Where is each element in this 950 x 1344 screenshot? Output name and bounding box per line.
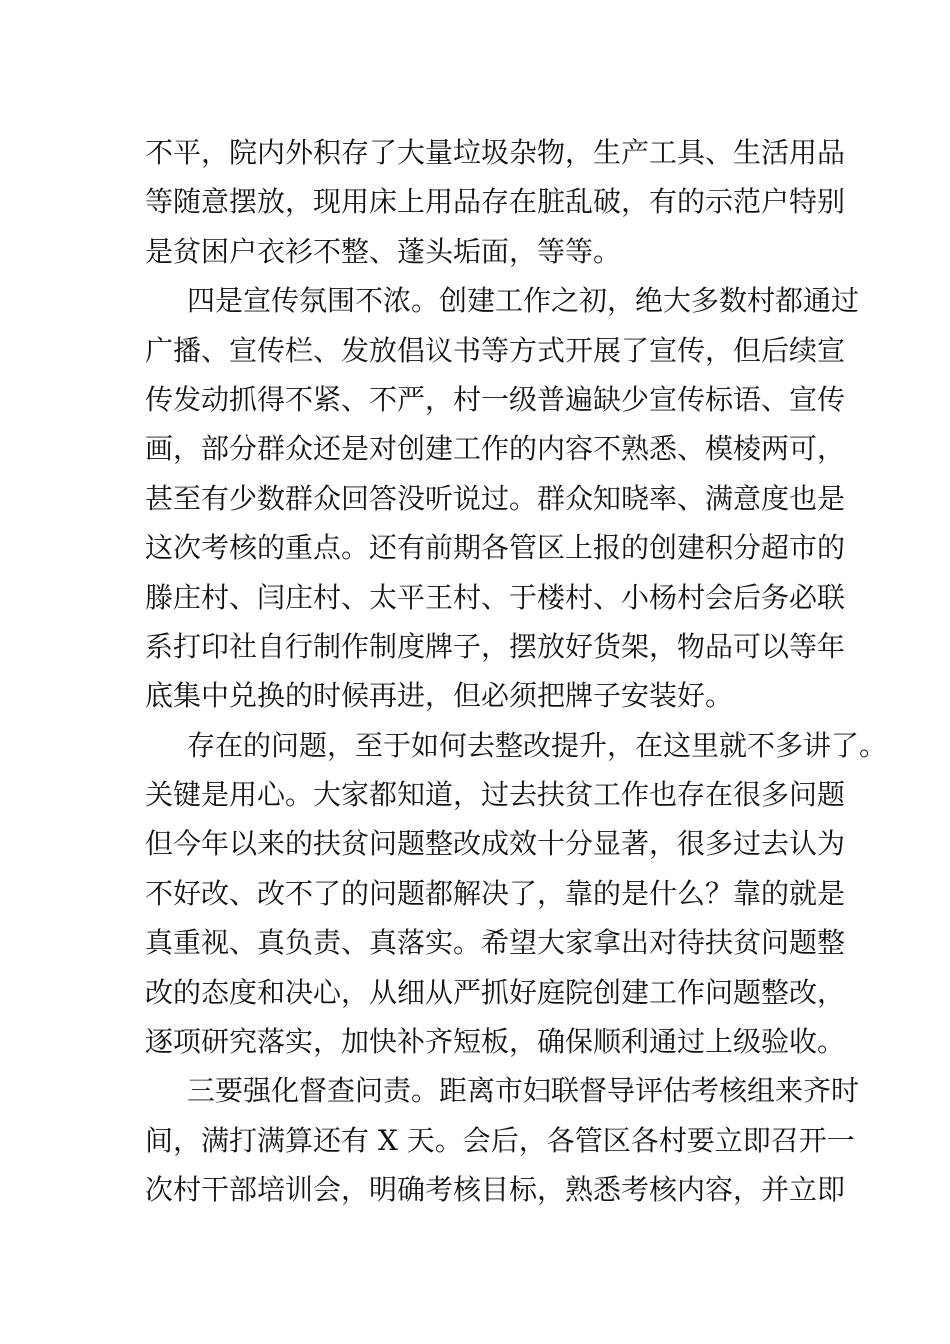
text-line: 逐项研究落实，加快补齐短板，确保顺利通过上级验收。 — [145, 1025, 846, 1059]
text-line: 画，部分群众还是对创建工作的内容不熟悉、模棱两可， — [145, 432, 846, 466]
text-line: 底集中兑换的时候再进，但必须把牌子安装好。 — [145, 679, 734, 713]
text-line: 但今年以来的扶贫问题整改成效十分显著，很多过去认为 — [145, 827, 846, 861]
text-line: 不平，院内外积存了大量垃圾杂物，生产工具、生活用品 — [145, 136, 846, 169]
text-line: 关键是用心。大家都知道，过去扶贫工作也存在很多问题 — [145, 778, 846, 812]
text-line: 甚至有少数群众回答没听说过。群众知晓率、满意度也是 — [145, 481, 846, 515]
text-line: 改的态度和决心，从细从严抓好庭院创建工作问题整改， — [145, 975, 846, 1009]
text-line: 是贫困户衣衫不整、蓬头垢面，等等。 — [145, 234, 622, 268]
text-line: 滕庄村、闫庄村、太平王村、于楼村、小杨村会后务必联 — [145, 580, 846, 614]
text-line: 次村干部培训会，明确考核目标，熟悉考核内容，并立即 — [145, 1173, 846, 1207]
paragraph-start-line: 存在的问题，至于如何去整改提升，在这里就不多讲了。 — [187, 728, 888, 762]
text-line: 传发动抓得不紧、不严，村一级普遍缺少宣传标语、宣传 — [145, 382, 846, 416]
text-line: 系打印社自行制作制度牌子，摆放好货架，物品可以等年 — [145, 629, 846, 663]
paragraph-start-line: 三要强化督查问责。距离市妇联督导评估考核组来齐时 — [187, 1074, 860, 1108]
paragraph-start-line: 四是宣传氛围不浓。创建工作之初，绝大多数村都通过 — [187, 284, 860, 318]
text-line: 这次考核的重点。还有前期各管区上报的创建积分超市的 — [145, 531, 846, 565]
text-line: 间，满打满算还有 X 天。会后，各管区各村要立即召开一 — [145, 1123, 855, 1157]
text-line: 不好改、改不了的问题都解决了，靠的是什么？靠的就是 — [145, 876, 846, 910]
text-line: 广播、宣传栏、发放倡议书等方式开展了宣传，但后续宣 — [145, 333, 846, 367]
body-text — [145, 128, 888, 1215]
text-line: 等随意摆放，现用床上用品存在脏乱破，有的示范户特别 — [145, 185, 846, 219]
text-line: 真重视、真负责、真落实。希望大家拿出对待扶贫问题整 — [145, 926, 846, 960]
